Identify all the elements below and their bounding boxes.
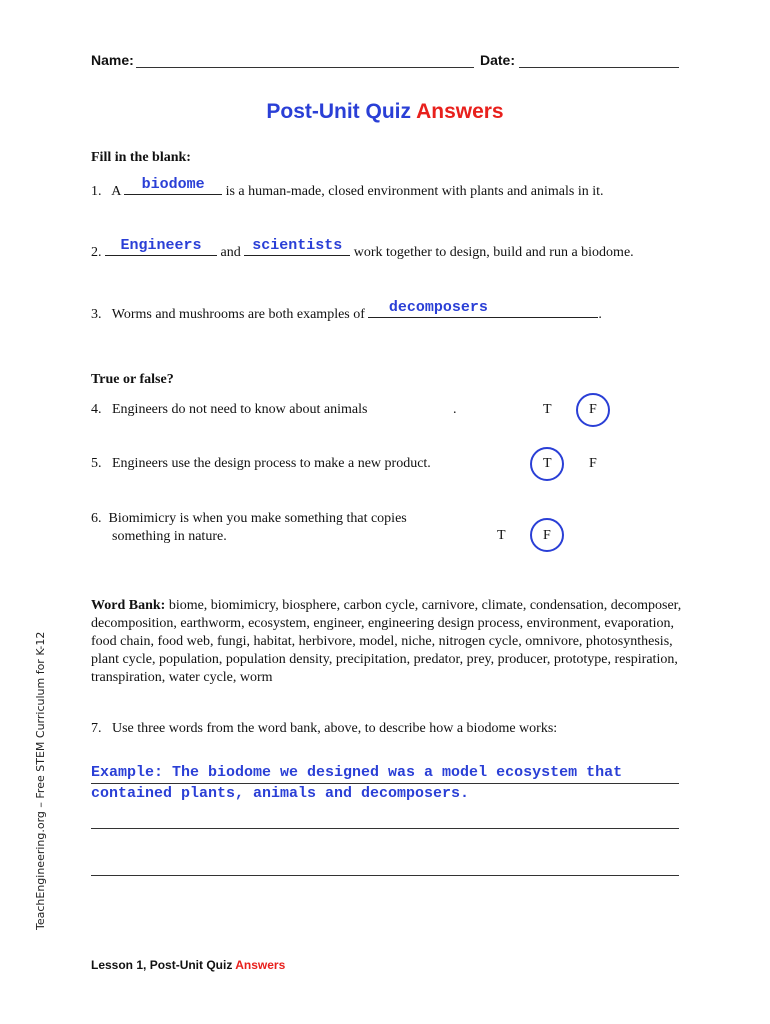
answer-line-1[interactable] bbox=[91, 783, 679, 784]
question-5: 5. Engineers use the design process to make a new product. bbox=[91, 456, 431, 471]
word-bank bbox=[91, 597, 691, 687]
q5-false-option[interactable]: F bbox=[589, 456, 597, 471]
question-3: 3. Worms and mushrooms are both examples of decomposers . bbox=[91, 299, 602, 322]
true-false-heading: True or false? bbox=[91, 372, 174, 387]
question-1: 1. A biodome is a human-made, closed environment with plants and animals in it. bbox=[91, 176, 604, 199]
answer-line-2[interactable] bbox=[91, 828, 679, 829]
q2-blank-1[interactable] bbox=[105, 237, 217, 256]
question-7: 7. Use three words from the word bank, above, to describe how a biodome works: bbox=[91, 721, 558, 736]
date-label: Date: bbox=[480, 52, 516, 68]
answer-line-3[interactable] bbox=[91, 875, 679, 876]
date-field-line[interactable] bbox=[519, 67, 679, 68]
name-field-line[interactable] bbox=[136, 67, 474, 68]
q2-answer-2: scientists bbox=[252, 237, 343, 254]
q1-answer: biodome bbox=[141, 176, 205, 193]
title-part1: Post-Unit Quiz bbox=[266, 100, 412, 123]
question-4: 4. Engineers do not need to know about animals bbox=[91, 402, 368, 417]
question-2: 2. Engineers and scientists work together to design, build and run a biodome. bbox=[91, 237, 634, 260]
word-bank-text: biome, biomimicry, biosphere, carbon cycle, carnivore, climate, condensation, decomposer, decomposition, earthworm, ecosystem, engineer, engineering design process, environment, evaporation, food chain, food web, fungi, habitat, herbivore, model, niche, nitrogen cycle, omnivore, photosynthesis, plant cycle, population, population density, precipitation, predator, prey, producer, prototype, respiration, transpiration, water cycle, worm bbox=[91, 598, 682, 685]
q6-true-option[interactable]: T bbox=[497, 528, 506, 543]
question-6: 6. Biomimicry is when you make something that copies something in nature. bbox=[91, 511, 407, 544]
fill-in-heading: Fill in the blank: bbox=[91, 150, 191, 165]
q4-false-option[interactable]: F bbox=[589, 402, 597, 417]
name-label: Name: bbox=[91, 52, 134, 68]
q2-answer-1: Engineers bbox=[120, 237, 202, 254]
q3-answer: decomposers bbox=[388, 299, 488, 316]
footer: Lesson 1, Post-Unit Quiz Answers bbox=[91, 958, 286, 972]
q2-blank-2[interactable] bbox=[244, 237, 350, 256]
q1-blank[interactable] bbox=[124, 176, 222, 195]
q6-false-option[interactable]: F bbox=[543, 528, 551, 543]
q5-true-option[interactable]: T bbox=[543, 456, 552, 471]
q6-answer-circle bbox=[530, 518, 564, 552]
title-part2: Answers bbox=[416, 100, 504, 123]
sidebar-curriculum-text: TeachEngineering.org – Free STEM Curriculum for K-12 bbox=[34, 631, 47, 930]
word-bank-label: Word Bank: bbox=[91, 598, 166, 613]
q3-blank[interactable] bbox=[368, 299, 598, 318]
q4-answer-circle bbox=[576, 393, 610, 427]
q4-true-option[interactable]: T bbox=[543, 402, 552, 417]
q4-dot: . bbox=[453, 402, 457, 417]
q5-answer-circle bbox=[530, 447, 564, 481]
page-title bbox=[0, 100, 770, 124]
q7-example-answer: Example: The biodome we designed was a model ecosystem that contained plants, animals and decomposers. bbox=[91, 764, 623, 802]
